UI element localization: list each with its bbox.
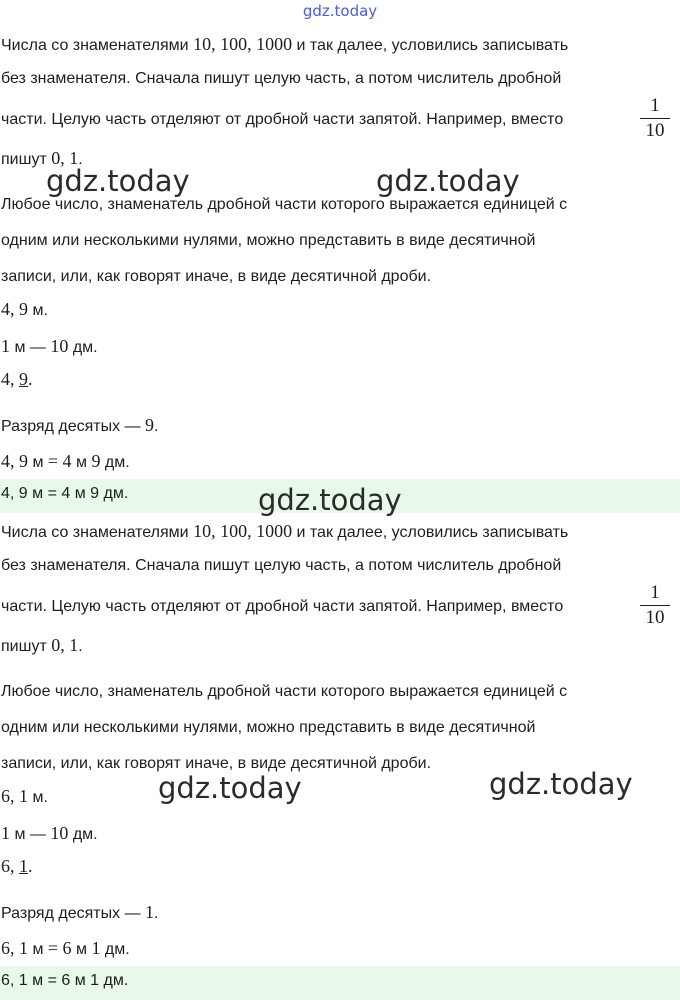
unit-conversion: 1 м — 10 дм.: [1, 336, 98, 356]
equation-line: 6, 1 м = 6 м 1 дм.: [1, 938, 130, 958]
intro-line-1: Числа со знаменателями 10, 100, 1000 и так далее, условились записывать: [1, 521, 569, 541]
intro-line-2: без знаменателя. Сначала пишут целую часть, а потом числитель дробной: [1, 70, 562, 87]
watermark: gdz.today: [376, 164, 520, 198]
intro-line-4: пишут 0, 1.: [1, 148, 83, 168]
unit-conversion: 1 м — 10 дм.: [1, 823, 98, 843]
place-value-line: Разряд десятых — 9.: [1, 415, 159, 435]
answer-box: [0, 479, 680, 513]
intro-line-3: части. Целую часть отделяют от дробной части запятой. Например, вместо: [1, 598, 564, 615]
definition-line-1: Любое число, знаменатель дробной части которого выражается единицей с: [1, 683, 568, 700]
definition-line-2: одним или несколькими нулями, можно представить в виде десятичной: [1, 232, 536, 249]
watermark: gdz.today: [258, 483, 402, 517]
definition-line-3: записи, или, как говорят иначе, в виде десятичной дроби.: [1, 755, 432, 772]
answer-text: 4, 9 м = 4 м 9 дм.: [1, 485, 129, 502]
given-value: 4, 9 м.: [1, 299, 48, 319]
answer-box: [0, 966, 680, 1000]
definition-line-1: Любое число, знаменатель дробной части которого выражается единицей с: [1, 196, 568, 213]
watermark: gdz.today: [489, 767, 633, 801]
intro-line-3: части. Целую часть отделяют от дробной части запятой. Например, вместо: [1, 111, 564, 128]
definition-line-2: одним или несколькими нулями, можно представить в виде десятичной: [1, 719, 536, 736]
given-value: 6, 1 м.: [1, 786, 48, 806]
place-value-line: Разряд десятых — 1.: [1, 902, 159, 922]
digit-highlight: 4, 9.: [1, 369, 33, 389]
intro-line-1: Числа со знаменателями 10, 100, 1000 и так далее, условились записывать: [1, 34, 569, 54]
definition-line-3: записи, или, как говорят иначе, в виде десятичной дроби.: [1, 268, 432, 285]
equation-line: 4, 9 м = 4 м 9 дм.: [1, 451, 130, 471]
fraction-one-tenth: 1 10: [640, 582, 670, 629]
watermark: gdz.today: [158, 771, 302, 805]
intro-math: 10, 100, 1000: [193, 34, 293, 54]
answer-text: 6, 1 м = 6 м 1 дм.: [1, 972, 129, 989]
header-watermark: gdz.today: [302, 2, 378, 20]
fraction-one-tenth: 1 10: [640, 95, 670, 142]
intro-line-2: без знаменателя. Сначала пишут целую часть, а потом числитель дробной: [1, 557, 562, 574]
digit-highlight: 6, 1.: [1, 856, 33, 876]
intro-math: 10, 100, 1000: [193, 521, 293, 541]
intro-line-4: пишут 0, 1.: [1, 635, 83, 655]
watermark: gdz.today: [46, 164, 190, 198]
